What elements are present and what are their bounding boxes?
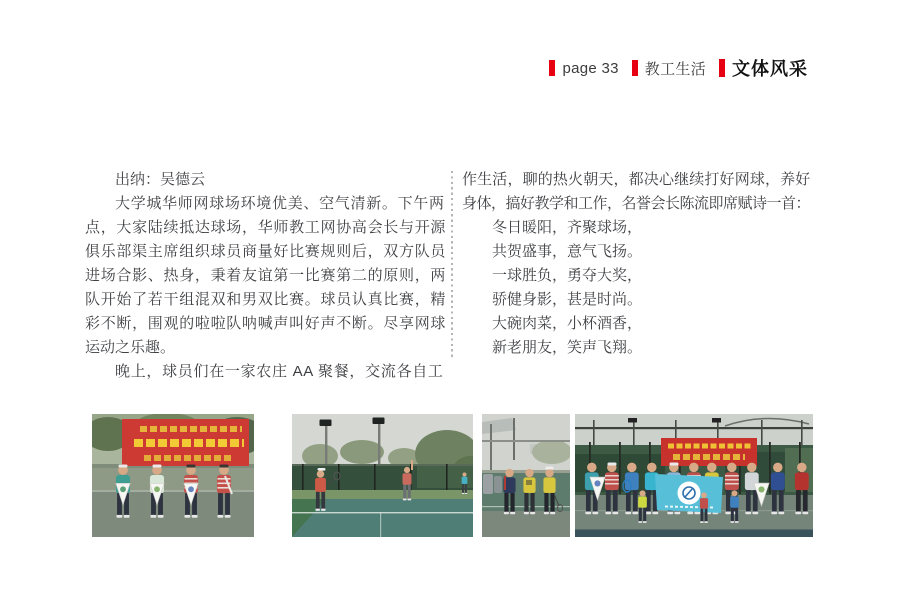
text-line: 彩不断，围观的啦啦队呐喊声叫好声不断。尽享网球: [85, 315, 447, 332]
text-line: 大学城华师网球场环境优美、空气清新。下午两: [115, 195, 445, 212]
section-name: [632, 58, 706, 79]
text-line: 进场合影、热身，秉着友谊第一比赛第二的原则，两: [85, 267, 447, 284]
photo-group-photo: [575, 414, 813, 537]
poem-line: 骄健身影，甚是时尚。: [492, 291, 643, 308]
text-line: 晚上，球员们在一家农庄 AA 聚餐，交流各自工: [115, 363, 444, 380]
text-line: 俱乐部渠主席组织球员商量好比赛规则后，双方队员: [85, 243, 447, 260]
poem-line: 冬日暖阳，齐聚球场，: [492, 219, 643, 236]
poem-line: 共贺盛事，意气飞扬。: [492, 243, 643, 260]
red-bar-icon: [632, 60, 638, 76]
text-line: 运动之乐趣。: [85, 339, 176, 356]
page-number: [549, 60, 618, 77]
poem-line: 大碗肉菜，小杯酒香，: [492, 315, 643, 332]
column-divider: [451, 171, 453, 357]
feature-label: 文体风采: [732, 59, 808, 79]
article-right-column: [462, 168, 810, 360]
red-bar-icon: [719, 59, 725, 77]
section-label: 教工生活: [644, 60, 706, 78]
photo-pennant-group: [92, 414, 254, 537]
article-left-column: [85, 168, 448, 384]
red-bar-icon: [549, 60, 555, 76]
text-line: 身体，搞好教学和工作，名誉会长陈流即席赋诗一首：: [462, 195, 811, 212]
photo-match-action: [292, 414, 473, 537]
text-line: 点，大家陆续抵达球场，华师教工网协高会长与开源: [85, 219, 447, 236]
page-header: [549, 55, 808, 81]
poem-line: 一球胜负，勇夺大奖，: [492, 267, 643, 284]
text-line: 出纳：吴德云: [115, 171, 206, 188]
text-line: 队开始了若干组混双和男双比赛。球员认真比赛，精: [85, 291, 447, 308]
feature-name: [719, 55, 808, 81]
text-line: 作生活，聊的热火朝天，都决心继续打好网球，养好: [462, 171, 811, 188]
photo-three-players: [482, 414, 570, 537]
poem-line: 新老朋友，笑声飞翔。: [492, 339, 643, 356]
page-number-label: page 33: [562, 59, 619, 77]
